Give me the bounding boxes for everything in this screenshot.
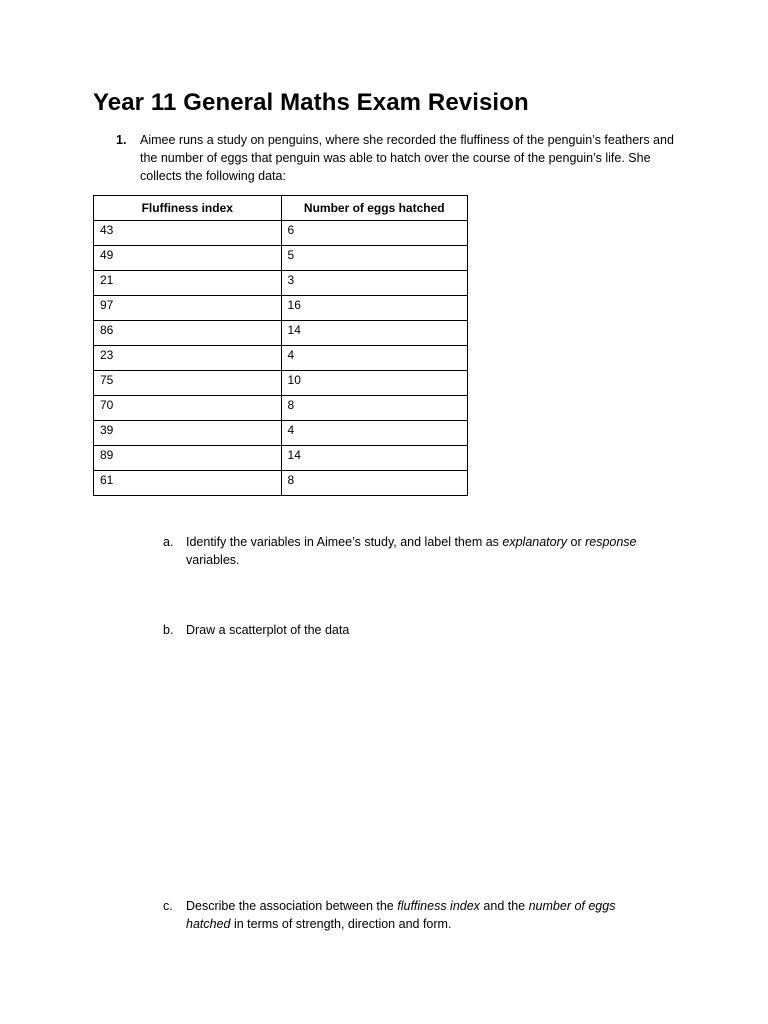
question-number: 1. [116, 133, 127, 147]
question-text: Aimee runs a study on penguins, where she recorded the fluffiness of the penguin’s feathers and the number of eggs that penguin was able to hatch over the course of the penguin’s life. She collects the following data: [140, 133, 674, 183]
table-row [94, 271, 468, 296]
table-row [94, 221, 468, 246]
part-c-label: c. [163, 899, 173, 913]
table-row [94, 246, 468, 271]
part-a-text-3: variables. [186, 553, 240, 567]
table-row [94, 371, 468, 396]
part-b-text: Draw a scatterplot of the data [186, 623, 350, 637]
part-c-text-3: in terms of strength, direction and form. [230, 917, 452, 931]
table-cell: 23 [94, 346, 282, 371]
table-cell: 39 [94, 421, 282, 446]
table-cell: 14 [281, 446, 467, 471]
table-cell: 8 [281, 471, 467, 496]
part-a-label: a. [163, 535, 174, 549]
data-table [93, 195, 468, 496]
table-row [94, 321, 468, 346]
table-cell: 6 [281, 221, 467, 246]
table-cell: 4 [281, 421, 467, 446]
table-cell: 8 [281, 396, 467, 421]
table-header-row [94, 196, 468, 221]
table-cell: 70 [94, 396, 282, 421]
column-header-eggs: Number of eggs hatched [281, 196, 467, 221]
table-cell: 43 [94, 221, 282, 246]
table-cell: 49 [94, 246, 282, 271]
part-c-text-1: Describe the association between the [186, 899, 398, 913]
table-cell: 10 [281, 371, 467, 396]
page-title: Year 11 General Maths Exam Revision [93, 89, 529, 116]
table-row [94, 471, 468, 496]
table-row [94, 396, 468, 421]
table-row [94, 446, 468, 471]
table-cell: 14 [281, 321, 467, 346]
table-cell: 75 [94, 371, 282, 396]
part-c-emphasis-2: number of eggs hatched [186, 899, 616, 931]
table-row [94, 296, 468, 321]
part-a-text-2: or [567, 535, 586, 549]
part-a-text [186, 533, 656, 569]
table-cell: 89 [94, 446, 282, 471]
table-cell: 16 [281, 296, 467, 321]
part-b-label: b. [163, 623, 174, 637]
table-cell: 61 [94, 471, 282, 496]
table-cell: 97 [94, 296, 282, 321]
table-cell: 3 [281, 271, 467, 296]
table-cell: 21 [94, 271, 282, 296]
table-row [94, 346, 468, 371]
part-c-text [186, 897, 656, 933]
table-row [94, 421, 468, 446]
part-a-emphasis-2: response [585, 535, 637, 549]
part-a-emphasis-1: explanatory [502, 535, 568, 549]
table-cell: 86 [94, 321, 282, 346]
part-c-emphasis-1: fluffiness index [397, 899, 480, 913]
table-cell: 5 [281, 246, 467, 271]
part-a-text-1: Identify the variables in Aimee’s study, and label them as [186, 535, 503, 549]
table-cell: 4 [281, 346, 467, 371]
column-header-fluffiness: Fluffiness index [94, 196, 282, 221]
part-c-text-2: and the [479, 899, 529, 913]
